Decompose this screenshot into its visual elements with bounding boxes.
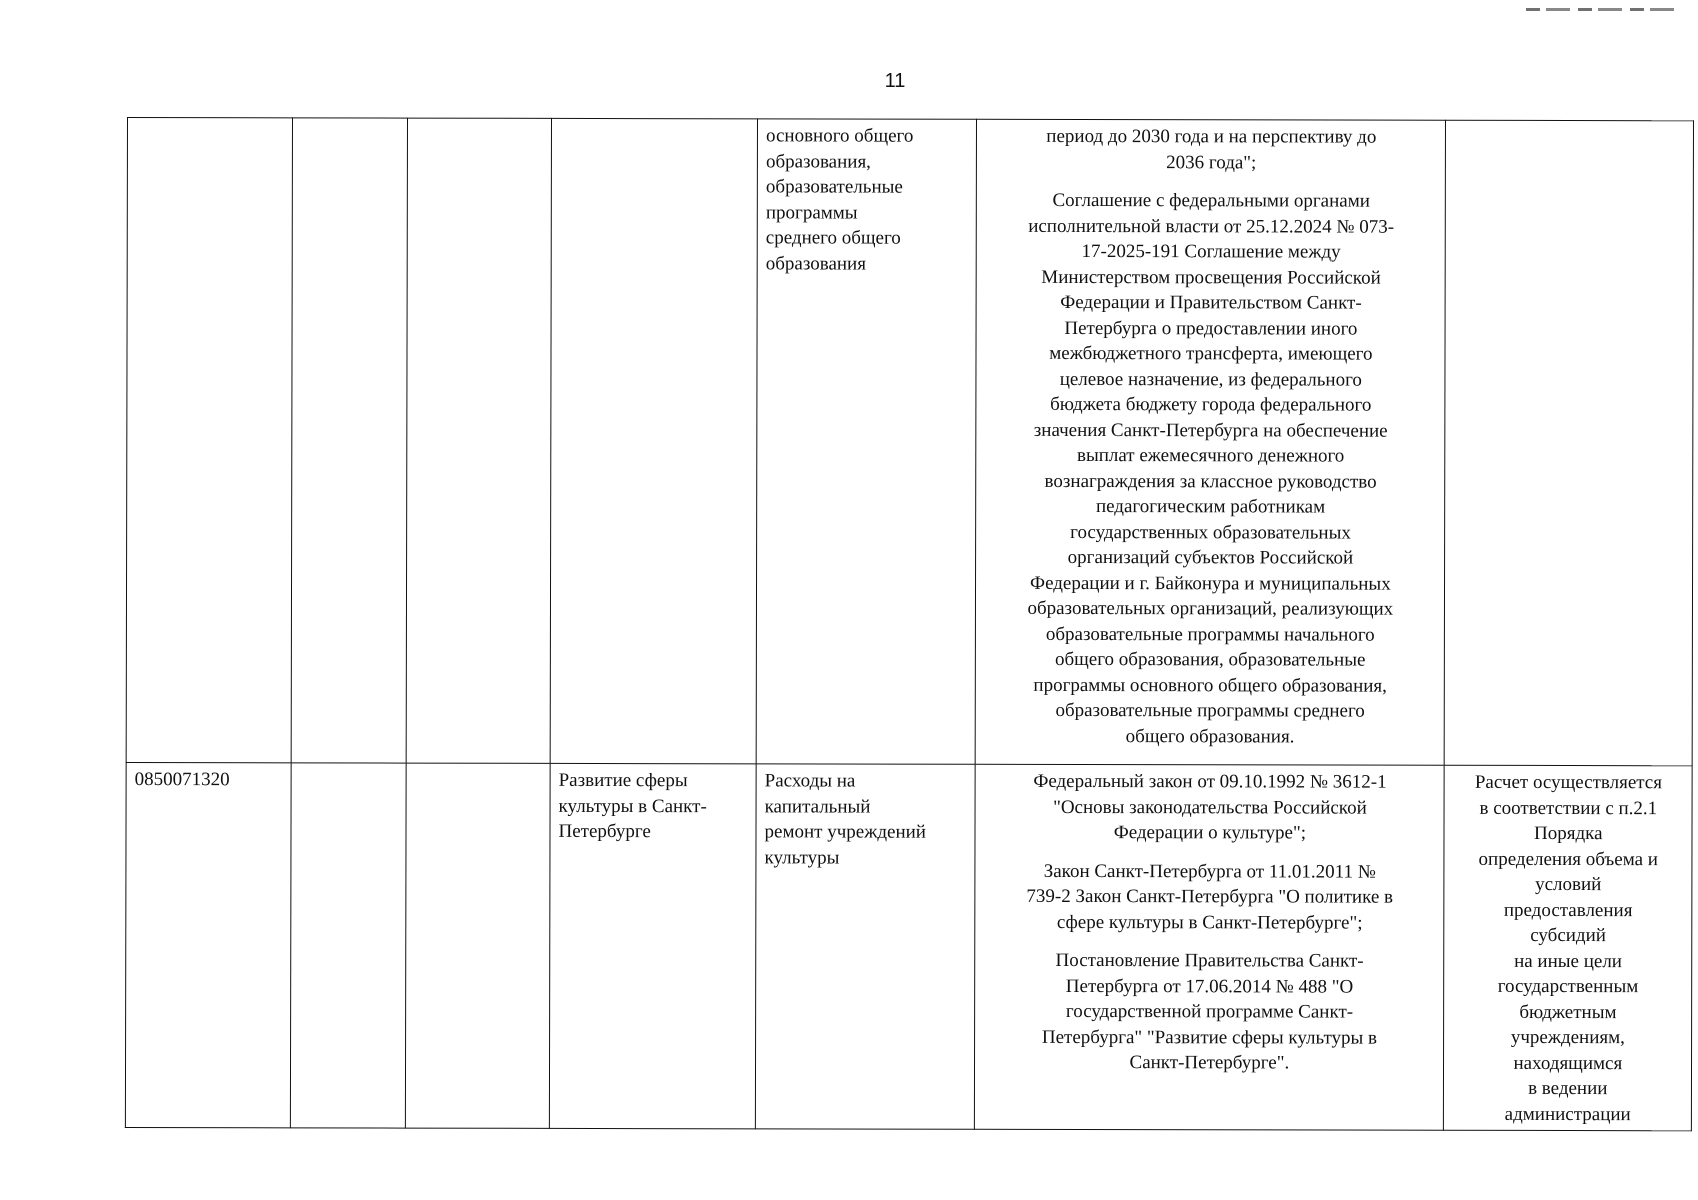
table-row — [126, 118, 1693, 766]
target-code-cell — [126, 118, 292, 763]
legal-basis-paragraph: период до 2030 года и на перспективу до 2036 года"; — [1046, 125, 1377, 173]
page-number: 11 — [884, 70, 906, 92]
empty-cell — [406, 118, 552, 763]
budget-classification-table — [125, 117, 1694, 1131]
program-cell: Развитие сферы культуры в Санкт- Петербурге — [549, 763, 756, 1128]
expense-cell: основного общего образования, образовательные программы среднего общего образования — [756, 119, 976, 764]
empty-cell — [405, 763, 550, 1128]
calculation-cell: Расчет осуществляется в соответствии с п.2.1 Порядка определения объема и условий предоставления субсидий на иные цели государственным бюджетным учреждениям, находящимся в ведении администрации — [1443, 765, 1692, 1131]
target-code-cell: 0850071320 — [125, 762, 291, 1127]
expense-cell: Расходы на капитальный ремонт учреждений культуры — [755, 764, 975, 1129]
calculation-cell — [1444, 120, 1694, 766]
empty-cell — [291, 118, 407, 763]
table-row — [125, 762, 1692, 1130]
legal-basis-paragraph: Федеральный закон от 09.10.1992 № 3612-1 "Основы законодательства Российской Федерации о культуре"; — [1033, 770, 1387, 844]
legal-basis-paragraph: Постановление Правительства Санкт- Петербурга от 17.06.2014 № 488 "О государственной программе Санкт- Петербурга" "Развитие сферы культуры в Санкт-Петербурге". — [1041, 949, 1378, 1074]
legal-basis-cell — [975, 764, 1444, 1130]
scan-artifact-mark — [1526, 8, 1676, 11]
legal-basis-paragraph: Закон Санкт-Петербурга от 11.01.2011 № 739-2 Закон Санкт-Петербурга "О политике в сфере культуры в Санкт-Петербурге"; — [1026, 860, 1394, 934]
empty-cell — [290, 763, 406, 1128]
legal-basis-cell — [975, 119, 1445, 765]
legal-basis-paragraph: Соглашение с федеральными органами исполнительной власти от 25.12.2024 № 073- 17-2025-191 Соглашение между Министерством просвещения Российской Федерации и Правительством Санкт- Петербурга о предоставлении иного межбюджетного трансферта, имеющего целевое назначение, из федерального бюджета бюджету города федерального значения Санкт-Петербурга на обеспечение выплат ежемесячного денежного вознаграждения за классное руководство педагогическим работникам государственных образовательных организаций субъектов Российской Федерации и г. Байконура и муниципальных образовательных организаций, реализующих образовательные программы начального общего образования, образовательные программы основного общего образования, образовательные программы среднего общего образования. — [1027, 189, 1395, 747]
program-cell — [550, 118, 757, 763]
